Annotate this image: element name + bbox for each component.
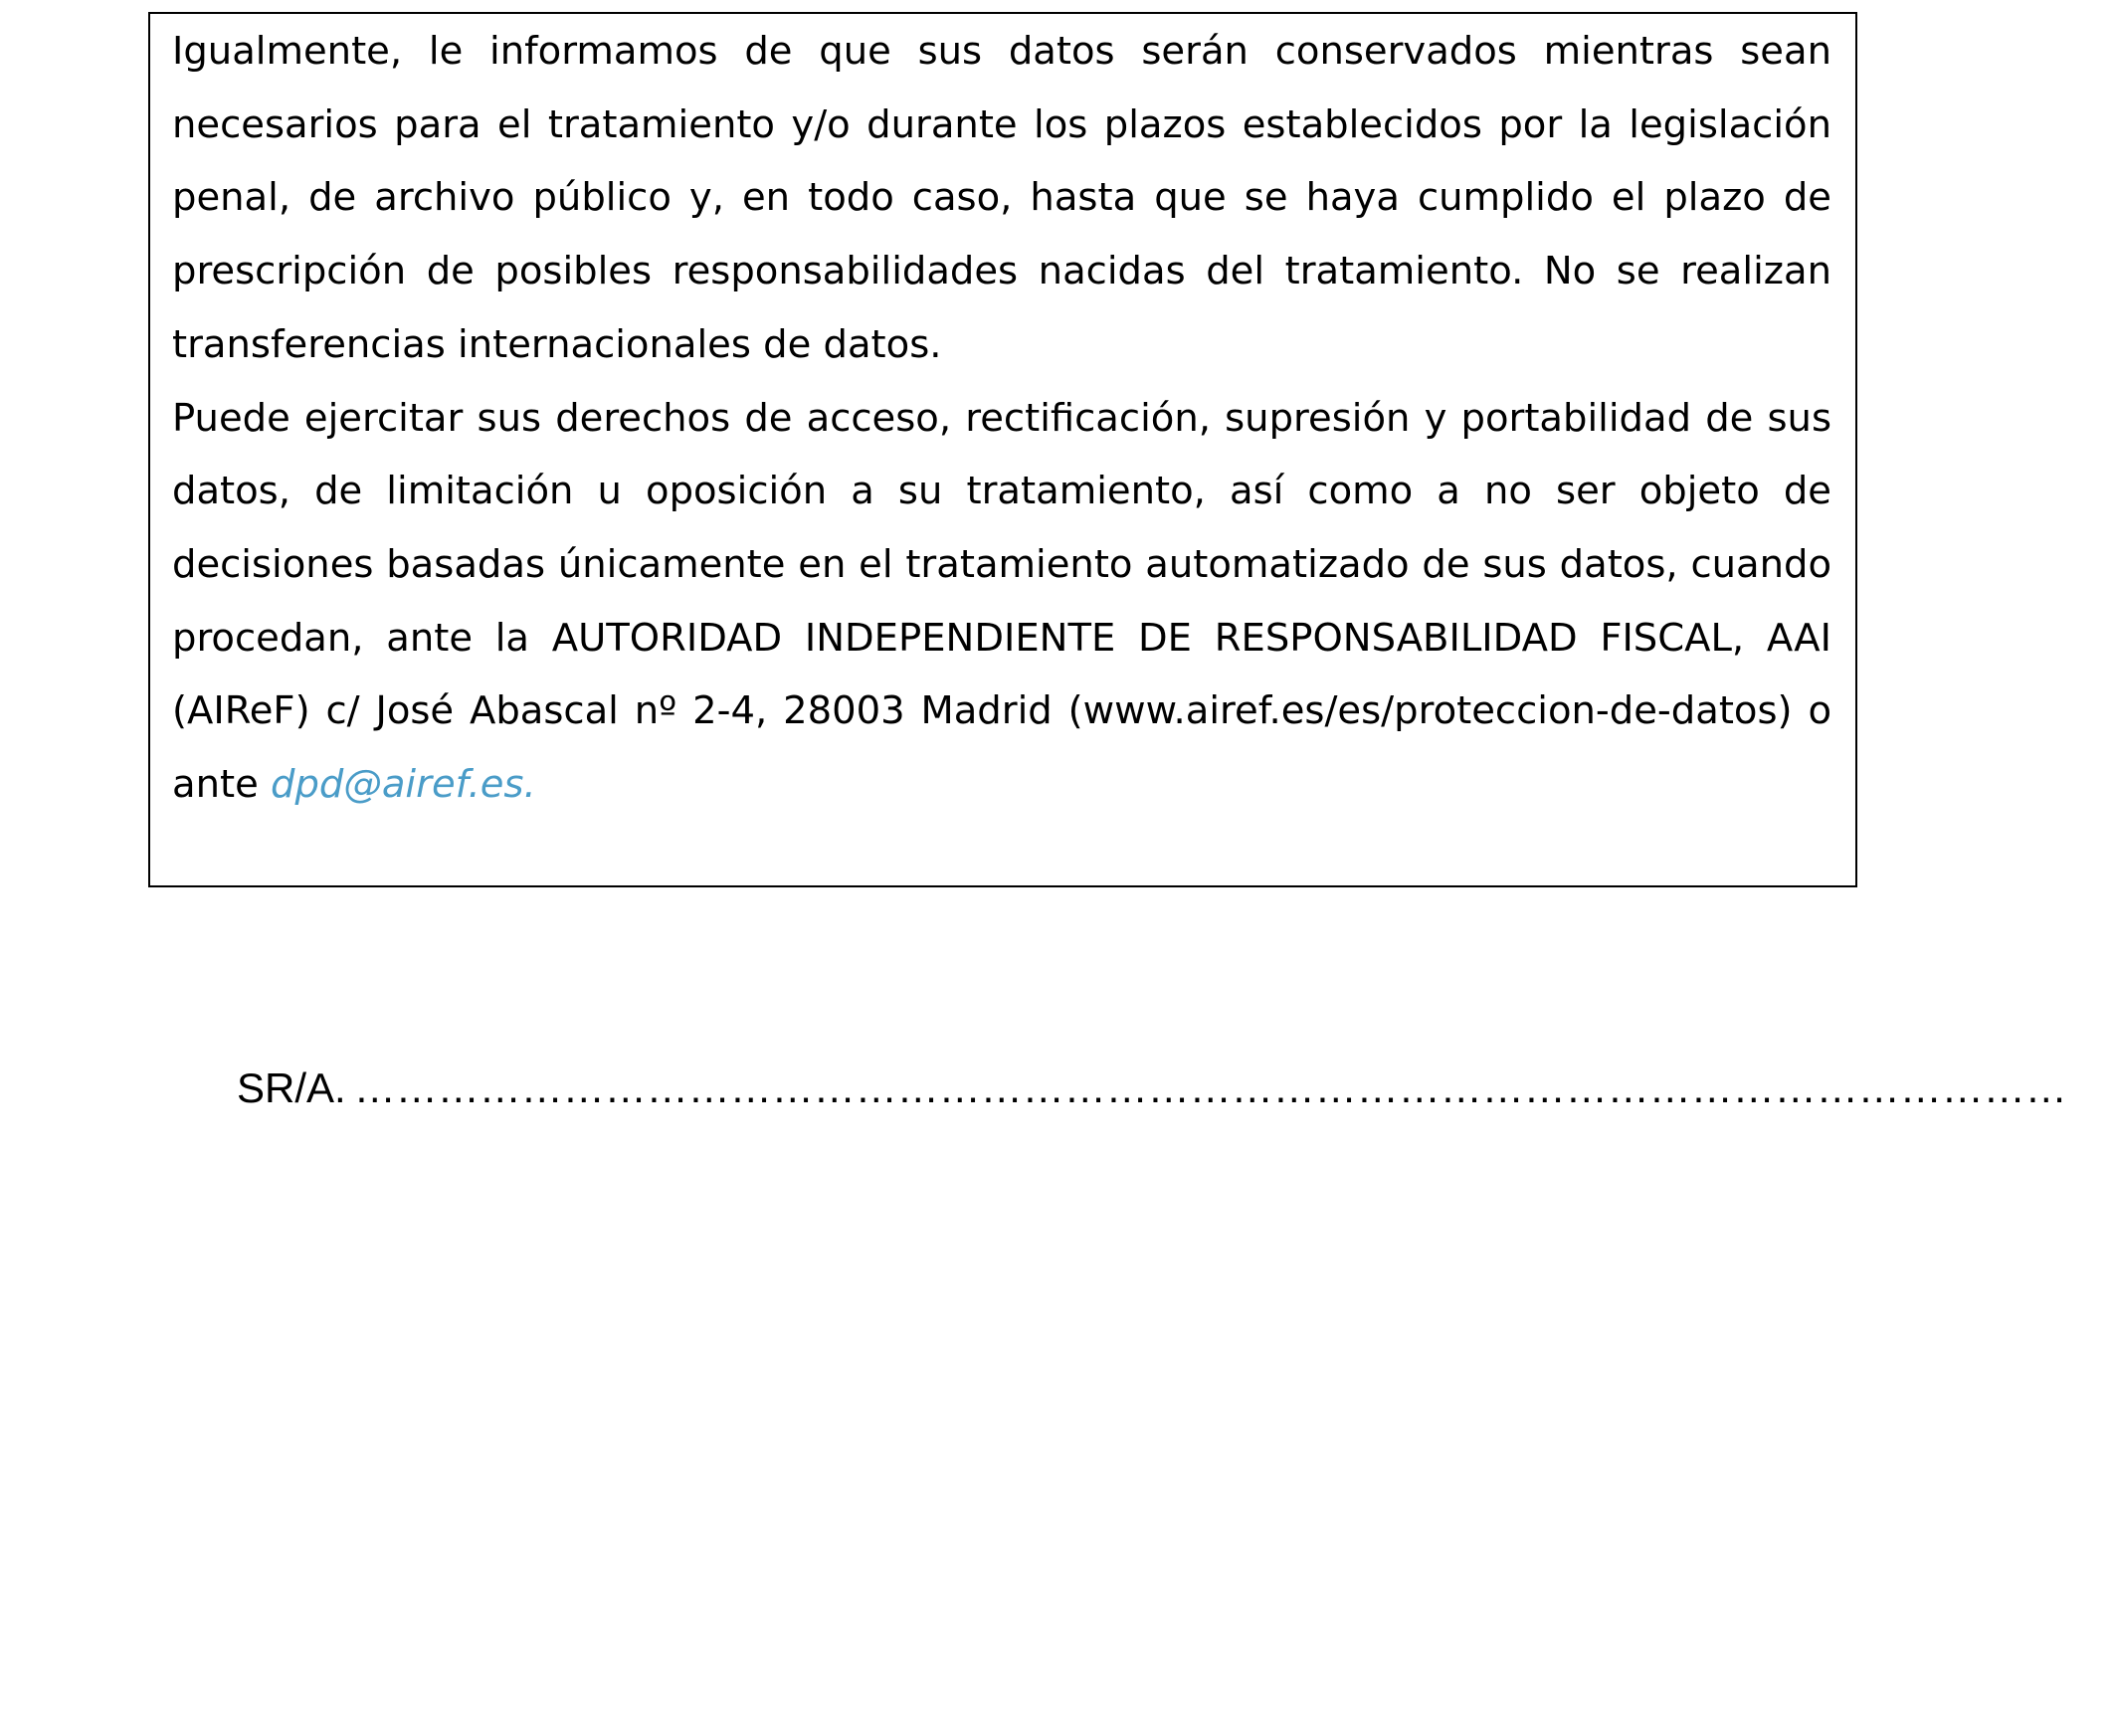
dpo-email-link[interactable]: dpd@airef.es. <box>271 762 536 808</box>
data-protection-notice-box <box>148 12 1857 887</box>
signature-label: SR/A. <box>237 1064 346 1111</box>
rights-paragraph <box>172 382 1831 822</box>
retention-paragraph: Igualmente, le informamos de que sus datos serán conservados mientras sean necesarios para el tratamiento y/o durante los plazos establecidos por la legislación penal, de archivo público y, en todo caso, hasta que se haya cumplido el plazo de prescripción de posibles responsabilidades nacidas del tratamiento. No se realizan transferencias internacionales de datos. <box>172 29 1831 367</box>
signature-line <box>237 1059 2067 1118</box>
rights-paragraph-text: Puede ejercitar sus derechos de acceso, rectificación, supresión y portabilidad de sus datos, de limitación u oposición a su tratamiento, así como a no ser objeto de decisiones basadas únicamente en el tratamiento automatizado de sus datos, cuando procedan, ante la AUTORIDAD INDEPENDIENTE DE RESPONSABILIDAD FISCAL, AAI (AIReF) c/ José Abascal nº 2-4, 28003 Madrid (www.airef.es/es/proteccion-de-datos) o ante <box>172 395 1831 808</box>
signature-dotted-field: …………………………………………………………………………………………………………… <box>353 1064 2067 1111</box>
